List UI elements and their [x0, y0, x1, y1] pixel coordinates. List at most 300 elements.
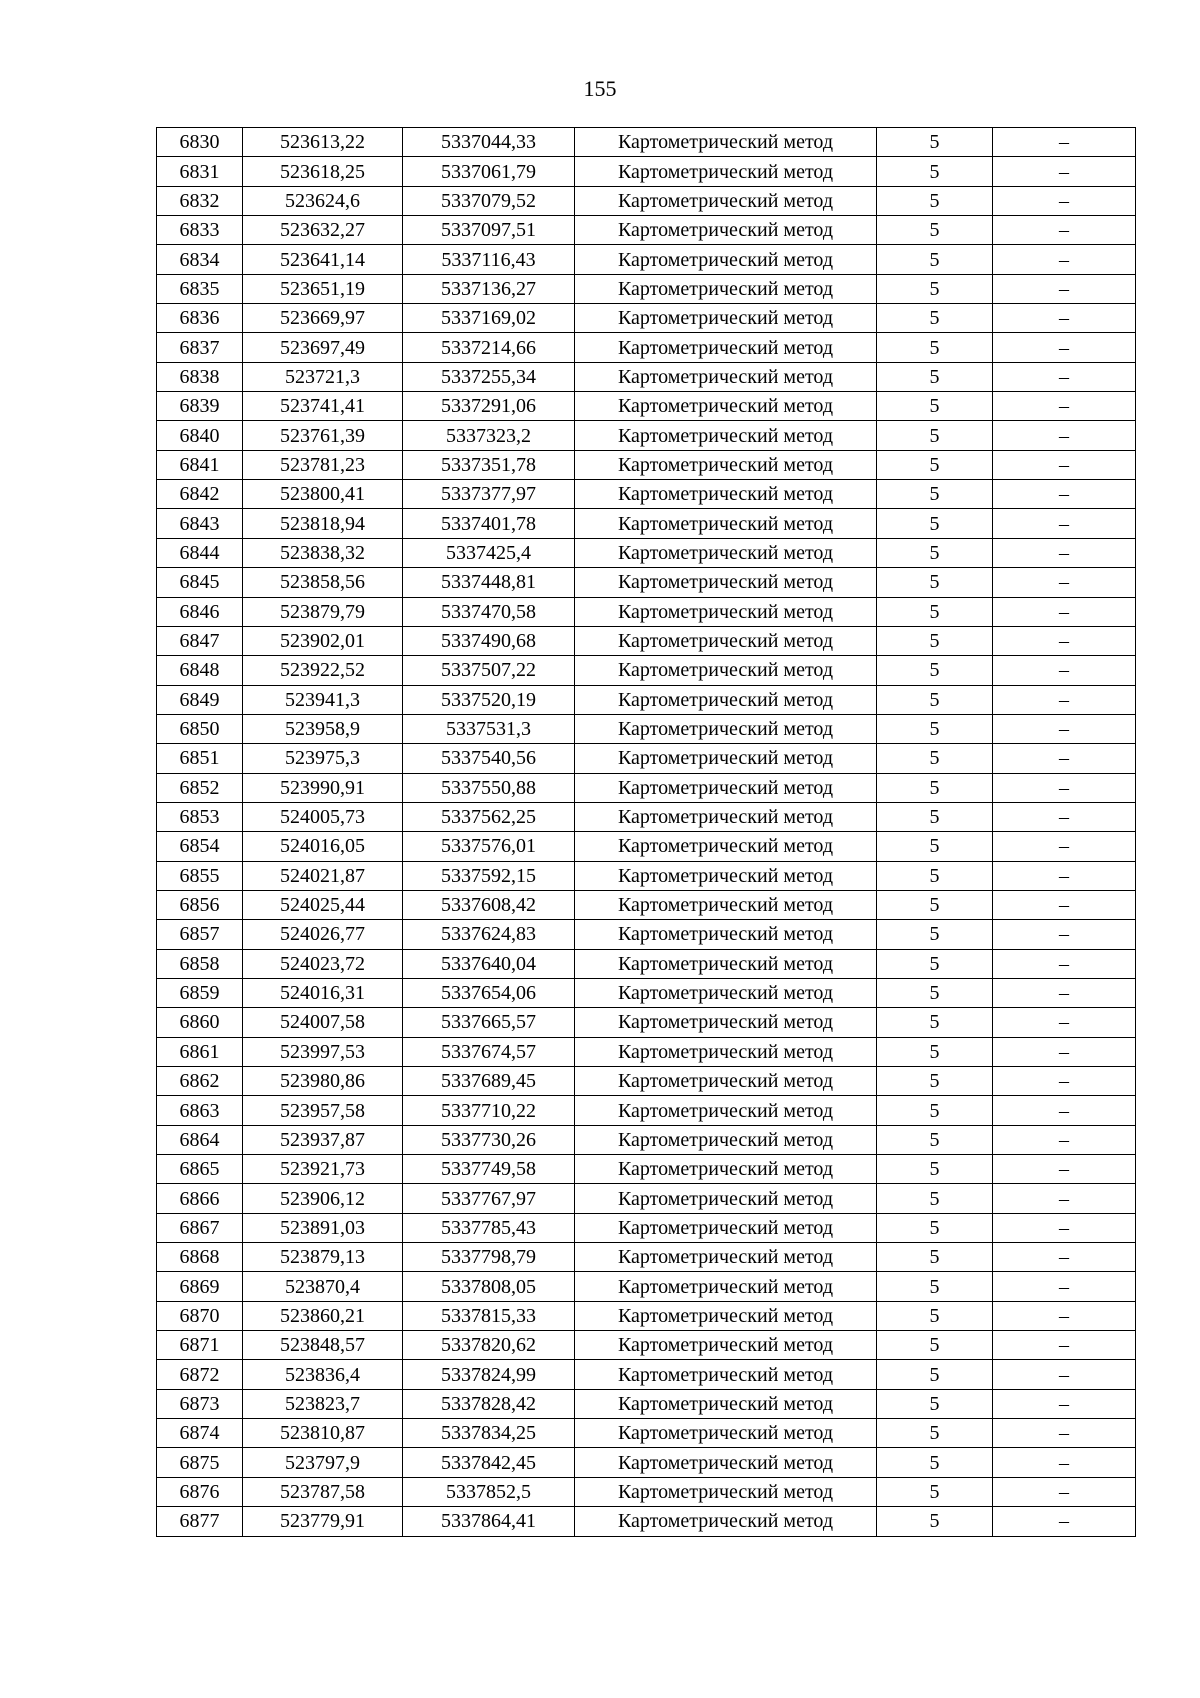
- table-row: [157, 1008, 1136, 1037]
- point-number-cell: 6876: [157, 1477, 243, 1506]
- x-coordinate-cell: 523641,14: [243, 245, 403, 274]
- point-number-cell: 6877: [157, 1507, 243, 1536]
- point-number-cell: 6852: [157, 773, 243, 802]
- method-cell: Картометрический метод: [575, 480, 877, 509]
- point-number-cell: 6857: [157, 920, 243, 949]
- y-coordinate-cell: 5337710,22: [403, 1096, 575, 1125]
- table-row: [157, 362, 1136, 391]
- accuracy-cell: 5: [877, 186, 993, 215]
- table-row: [157, 1448, 1136, 1477]
- point-number-cell: 6845: [157, 568, 243, 597]
- method-cell: Картометрический метод: [575, 392, 877, 421]
- x-coordinate-cell: 524005,73: [243, 802, 403, 831]
- x-coordinate-cell: 524021,87: [243, 861, 403, 890]
- accuracy-cell: 5: [877, 1067, 993, 1096]
- point-number-cell: 6841: [157, 450, 243, 479]
- table-row: [157, 245, 1136, 274]
- table-row: [157, 597, 1136, 626]
- accuracy-cell: 5: [877, 216, 993, 245]
- y-coordinate-cell: 5337785,43: [403, 1213, 575, 1242]
- description-cell: –: [993, 304, 1136, 333]
- y-coordinate-cell: 5337828,42: [403, 1389, 575, 1418]
- point-number-cell: 6855: [157, 861, 243, 890]
- point-number-cell: 6862: [157, 1067, 243, 1096]
- description-cell: –: [993, 1184, 1136, 1213]
- point-number-cell: 6831: [157, 157, 243, 186]
- description-cell: –: [993, 1477, 1136, 1506]
- method-cell: Картометрический метод: [575, 978, 877, 1007]
- accuracy-cell: 5: [877, 1360, 993, 1389]
- accuracy-cell: 5: [877, 421, 993, 450]
- description-cell: –: [993, 538, 1136, 567]
- x-coordinate-cell: 523958,9: [243, 714, 403, 743]
- method-cell: Картометрический метод: [575, 597, 877, 626]
- y-coordinate-cell: 5337808,05: [403, 1272, 575, 1301]
- description-cell: –: [993, 1096, 1136, 1125]
- y-coordinate-cell: 5337834,25: [403, 1419, 575, 1448]
- y-coordinate-cell: 5337323,2: [403, 421, 575, 450]
- table-row: [157, 949, 1136, 978]
- accuracy-cell: 5: [877, 538, 993, 567]
- y-coordinate-cell: 5337576,01: [403, 832, 575, 861]
- x-coordinate-cell: 523818,94: [243, 509, 403, 538]
- method-cell: Картометрический метод: [575, 333, 877, 362]
- accuracy-cell: 5: [877, 1243, 993, 1272]
- y-coordinate-cell: 5337562,25: [403, 802, 575, 831]
- accuracy-cell: 5: [877, 978, 993, 1007]
- x-coordinate-cell: 523741,41: [243, 392, 403, 421]
- method-cell: Картометрический метод: [575, 685, 877, 714]
- method-cell: Картометрический метод: [575, 274, 877, 303]
- table-row: [157, 1419, 1136, 1448]
- method-cell: Картометрический метод: [575, 186, 877, 215]
- accuracy-cell: 5: [877, 1331, 993, 1360]
- table-row: [157, 186, 1136, 215]
- description-cell: –: [993, 509, 1136, 538]
- table-row: [157, 1389, 1136, 1418]
- description-cell: –: [993, 1067, 1136, 1096]
- table-row: [157, 157, 1136, 186]
- y-coordinate-cell: 5337689,45: [403, 1067, 575, 1096]
- description-cell: –: [993, 626, 1136, 655]
- point-number-cell: 6869: [157, 1272, 243, 1301]
- y-coordinate-cell: 5337061,79: [403, 157, 575, 186]
- y-coordinate-cell: 5337079,52: [403, 186, 575, 215]
- x-coordinate-cell: 523860,21: [243, 1301, 403, 1330]
- point-number-cell: 6834: [157, 245, 243, 274]
- description-cell: –: [993, 978, 1136, 1007]
- point-number-cell: 6837: [157, 333, 243, 362]
- accuracy-cell: 5: [877, 714, 993, 743]
- accuracy-cell: 5: [877, 1507, 993, 1536]
- x-coordinate-cell: 523632,27: [243, 216, 403, 245]
- table-row: [157, 1213, 1136, 1242]
- method-cell: Картометрический метод: [575, 568, 877, 597]
- description-cell: –: [993, 832, 1136, 861]
- accuracy-cell: 5: [877, 1125, 993, 1154]
- table-row: [157, 656, 1136, 685]
- table-row: [157, 832, 1136, 861]
- point-number-cell: 6874: [157, 1419, 243, 1448]
- accuracy-cell: 5: [877, 744, 993, 773]
- table-row: [157, 861, 1136, 890]
- table-row: [157, 773, 1136, 802]
- point-number-cell: 6863: [157, 1096, 243, 1125]
- point-number-cell: 6854: [157, 832, 243, 861]
- point-number-cell: 6844: [157, 538, 243, 567]
- x-coordinate-cell: 523800,41: [243, 480, 403, 509]
- description-cell: –: [993, 714, 1136, 743]
- table-row: [157, 1155, 1136, 1184]
- y-coordinate-cell: 5337425,4: [403, 538, 575, 567]
- x-coordinate-cell: 523902,01: [243, 626, 403, 655]
- y-coordinate-cell: 5337470,58: [403, 597, 575, 626]
- point-number-cell: 6870: [157, 1301, 243, 1330]
- point-number-cell: 6832: [157, 186, 243, 215]
- x-coordinate-cell: 523941,3: [243, 685, 403, 714]
- description-cell: –: [993, 1125, 1136, 1154]
- method-cell: Картометрический метод: [575, 744, 877, 773]
- description-cell: –: [993, 1155, 1136, 1184]
- description-cell: –: [993, 333, 1136, 362]
- table-row: [157, 509, 1136, 538]
- x-coordinate-cell: 523891,03: [243, 1213, 403, 1242]
- x-coordinate-cell: 523906,12: [243, 1184, 403, 1213]
- y-coordinate-cell: 5337654,06: [403, 978, 575, 1007]
- description-cell: –: [993, 685, 1136, 714]
- method-cell: Картометрический метод: [575, 1419, 877, 1448]
- y-coordinate-cell: 5337531,3: [403, 714, 575, 743]
- accuracy-cell: 5: [877, 626, 993, 655]
- x-coordinate-cell: 523922,52: [243, 656, 403, 685]
- description-cell: –: [993, 1243, 1136, 1272]
- description-cell: –: [993, 128, 1136, 157]
- x-coordinate-cell: 523787,58: [243, 1477, 403, 1506]
- table-row: [157, 421, 1136, 450]
- table-row: [157, 744, 1136, 773]
- accuracy-cell: 5: [877, 890, 993, 919]
- accuracy-cell: 5: [877, 1155, 993, 1184]
- point-number-cell: 6835: [157, 274, 243, 303]
- description-cell: –: [993, 157, 1136, 186]
- point-number-cell: 6830: [157, 128, 243, 157]
- method-cell: Картометрический метод: [575, 1096, 877, 1125]
- accuracy-cell: 5: [877, 1213, 993, 1242]
- point-number-cell: 6865: [157, 1155, 243, 1184]
- method-cell: Картометрический метод: [575, 920, 877, 949]
- x-coordinate-cell: 523836,4: [243, 1360, 403, 1389]
- x-coordinate-cell: 523669,97: [243, 304, 403, 333]
- x-coordinate-cell: 523921,73: [243, 1155, 403, 1184]
- point-number-cell: 6849: [157, 685, 243, 714]
- y-coordinate-cell: 5337824,99: [403, 1360, 575, 1389]
- point-number-cell: 6842: [157, 480, 243, 509]
- method-cell: Картометрический метод: [575, 1184, 877, 1213]
- y-coordinate-cell: 5337852,5: [403, 1477, 575, 1506]
- point-number-cell: 6872: [157, 1360, 243, 1389]
- table-row: [157, 274, 1136, 303]
- table-row: [157, 1507, 1136, 1536]
- y-coordinate-cell: 5337169,02: [403, 304, 575, 333]
- accuracy-cell: 5: [877, 597, 993, 626]
- accuracy-cell: 5: [877, 392, 993, 421]
- y-coordinate-cell: 5337842,45: [403, 1448, 575, 1477]
- method-cell: Картометрический метод: [575, 861, 877, 890]
- method-cell: Картометрический метод: [575, 802, 877, 831]
- point-number-cell: 6850: [157, 714, 243, 743]
- y-coordinate-cell: 5337798,79: [403, 1243, 575, 1272]
- point-number-cell: 6838: [157, 362, 243, 391]
- point-number-cell: 6861: [157, 1037, 243, 1066]
- accuracy-cell: 5: [877, 157, 993, 186]
- method-cell: Картометрический метод: [575, 450, 877, 479]
- x-coordinate-cell: 523779,91: [243, 1507, 403, 1536]
- x-coordinate-cell: 523870,4: [243, 1272, 403, 1301]
- accuracy-cell: 5: [877, 920, 993, 949]
- table-row: [157, 890, 1136, 919]
- description-cell: –: [993, 1301, 1136, 1330]
- method-cell: Картометрический метод: [575, 1389, 877, 1418]
- point-number-cell: 6851: [157, 744, 243, 773]
- point-number-cell: 6866: [157, 1184, 243, 1213]
- description-cell: –: [993, 773, 1136, 802]
- y-coordinate-cell: 5337507,22: [403, 656, 575, 685]
- y-coordinate-cell: 5337864,41: [403, 1507, 575, 1536]
- method-cell: Картометрический метод: [575, 714, 877, 743]
- table-row: [157, 1067, 1136, 1096]
- point-number-cell: 6856: [157, 890, 243, 919]
- point-number-cell: 6875: [157, 1448, 243, 1477]
- y-coordinate-cell: 5337136,27: [403, 274, 575, 303]
- x-coordinate-cell: 523721,3: [243, 362, 403, 391]
- description-cell: –: [993, 1389, 1136, 1418]
- table-row: [157, 304, 1136, 333]
- description-cell: –: [993, 216, 1136, 245]
- table-row: [157, 392, 1136, 421]
- method-cell: Картометрический метод: [575, 1448, 877, 1477]
- description-cell: –: [993, 1213, 1136, 1242]
- x-coordinate-cell: 523618,25: [243, 157, 403, 186]
- x-coordinate-cell: 523613,22: [243, 128, 403, 157]
- y-coordinate-cell: 5337674,57: [403, 1037, 575, 1066]
- coordinates-table-body: [157, 128, 1136, 1537]
- method-cell: Картометрический метод: [575, 245, 877, 274]
- accuracy-cell: 5: [877, 509, 993, 538]
- description-cell: –: [993, 802, 1136, 831]
- table-row: [157, 802, 1136, 831]
- x-coordinate-cell: 524016,31: [243, 978, 403, 1007]
- table-row: [157, 1243, 1136, 1272]
- method-cell: Картометрический метод: [575, 1067, 877, 1096]
- accuracy-cell: 5: [877, 656, 993, 685]
- description-cell: –: [993, 656, 1136, 685]
- description-cell: –: [993, 568, 1136, 597]
- table-row: [157, 626, 1136, 655]
- x-coordinate-cell: 523624,6: [243, 186, 403, 215]
- x-coordinate-cell: 523997,53: [243, 1037, 403, 1066]
- y-coordinate-cell: 5337540,56: [403, 744, 575, 773]
- y-coordinate-cell: 5337640,04: [403, 949, 575, 978]
- description-cell: –: [993, 861, 1136, 890]
- y-coordinate-cell: 5337044,33: [403, 128, 575, 157]
- point-number-cell: 6867: [157, 1213, 243, 1242]
- point-number-cell: 6843: [157, 509, 243, 538]
- x-coordinate-cell: 523697,49: [243, 333, 403, 362]
- table-row: [157, 1272, 1136, 1301]
- table-row: [157, 1096, 1136, 1125]
- description-cell: –: [993, 1331, 1136, 1360]
- point-number-cell: 6833: [157, 216, 243, 245]
- point-number-cell: 6853: [157, 802, 243, 831]
- table-row: [157, 128, 1136, 157]
- y-coordinate-cell: 5337730,26: [403, 1125, 575, 1154]
- accuracy-cell: 5: [877, 1037, 993, 1066]
- y-coordinate-cell: 5337749,58: [403, 1155, 575, 1184]
- description-cell: –: [993, 744, 1136, 773]
- x-coordinate-cell: 524023,72: [243, 949, 403, 978]
- point-number-cell: 6860: [157, 1008, 243, 1037]
- accuracy-cell: 5: [877, 1184, 993, 1213]
- coordinates-table: [156, 127, 1136, 1537]
- description-cell: –: [993, 450, 1136, 479]
- description-cell: –: [993, 186, 1136, 215]
- accuracy-cell: 5: [877, 362, 993, 391]
- point-number-cell: 6847: [157, 626, 243, 655]
- description-cell: –: [993, 1419, 1136, 1448]
- y-coordinate-cell: 5337401,78: [403, 509, 575, 538]
- accuracy-cell: 5: [877, 832, 993, 861]
- method-cell: Картометрический метод: [575, 1213, 877, 1242]
- accuracy-cell: 5: [877, 1272, 993, 1301]
- y-coordinate-cell: 5337608,42: [403, 890, 575, 919]
- x-coordinate-cell: 523980,86: [243, 1067, 403, 1096]
- table-row: [157, 480, 1136, 509]
- table-row: [157, 685, 1136, 714]
- method-cell: Картометрический метод: [575, 1008, 877, 1037]
- accuracy-cell: 5: [877, 1448, 993, 1477]
- accuracy-cell: 5: [877, 304, 993, 333]
- x-coordinate-cell: 523937,87: [243, 1125, 403, 1154]
- method-cell: Картометрический метод: [575, 1360, 877, 1389]
- x-coordinate-cell: 523781,23: [243, 450, 403, 479]
- method-cell: Картометрический метод: [575, 304, 877, 333]
- method-cell: Картометрический метод: [575, 1331, 877, 1360]
- y-coordinate-cell: 5337291,06: [403, 392, 575, 421]
- x-coordinate-cell: 523975,3: [243, 744, 403, 773]
- method-cell: Картометрический метод: [575, 216, 877, 245]
- accuracy-cell: 5: [877, 333, 993, 362]
- x-coordinate-cell: 523957,58: [243, 1096, 403, 1125]
- method-cell: Картометрический метод: [575, 157, 877, 186]
- y-coordinate-cell: 5337550,88: [403, 773, 575, 802]
- description-cell: –: [993, 597, 1136, 626]
- description-cell: –: [993, 421, 1136, 450]
- method-cell: Картометрический метод: [575, 1301, 877, 1330]
- page-number: 155: [583, 76, 617, 101]
- accuracy-cell: 5: [877, 1008, 993, 1037]
- x-coordinate-cell: 524026,77: [243, 920, 403, 949]
- x-coordinate-cell: 523838,32: [243, 538, 403, 567]
- description-cell: –: [993, 1507, 1136, 1536]
- description-cell: –: [993, 392, 1136, 421]
- method-cell: Картометрический метод: [575, 1477, 877, 1506]
- table-row: [157, 1037, 1136, 1066]
- y-coordinate-cell: 5337377,97: [403, 480, 575, 509]
- table-row: [157, 333, 1136, 362]
- method-cell: Картометрический метод: [575, 949, 877, 978]
- table-row: [157, 216, 1136, 245]
- description-cell: –: [993, 480, 1136, 509]
- accuracy-cell: 5: [877, 861, 993, 890]
- method-cell: Картометрический метод: [575, 509, 877, 538]
- x-coordinate-cell: 523761,39: [243, 421, 403, 450]
- description-cell: –: [993, 949, 1136, 978]
- y-coordinate-cell: 5337820,62: [403, 1331, 575, 1360]
- method-cell: Картометрический метод: [575, 362, 877, 391]
- table-row: [157, 450, 1136, 479]
- table-row: [157, 1184, 1136, 1213]
- description-cell: –: [993, 274, 1136, 303]
- table-row: [157, 978, 1136, 1007]
- table-row: [157, 714, 1136, 743]
- x-coordinate-cell: 523990,91: [243, 773, 403, 802]
- y-coordinate-cell: 5337520,19: [403, 685, 575, 714]
- method-cell: Картометрический метод: [575, 1037, 877, 1066]
- accuracy-cell: 5: [877, 1477, 993, 1506]
- table-row: [157, 1301, 1136, 1330]
- point-number-cell: 6858: [157, 949, 243, 978]
- point-number-cell: 6840: [157, 421, 243, 450]
- point-number-cell: 6836: [157, 304, 243, 333]
- point-number-cell: 6848: [157, 656, 243, 685]
- method-cell: Картометрический метод: [575, 626, 877, 655]
- x-coordinate-cell: 523651,19: [243, 274, 403, 303]
- point-number-cell: 6864: [157, 1125, 243, 1154]
- description-cell: –: [993, 1272, 1136, 1301]
- y-coordinate-cell: 5337767,97: [403, 1184, 575, 1213]
- x-coordinate-cell: 524007,58: [243, 1008, 403, 1037]
- x-coordinate-cell: 523879,79: [243, 597, 403, 626]
- accuracy-cell: 5: [877, 274, 993, 303]
- y-coordinate-cell: 5337116,43: [403, 245, 575, 274]
- x-coordinate-cell: 523810,87: [243, 1419, 403, 1448]
- x-coordinate-cell: 524016,05: [243, 832, 403, 861]
- point-number-cell: 6839: [157, 392, 243, 421]
- x-coordinate-cell: 523797,9: [243, 1448, 403, 1477]
- accuracy-cell: 5: [877, 1096, 993, 1125]
- table-row: [157, 568, 1136, 597]
- description-cell: –: [993, 245, 1136, 274]
- y-coordinate-cell: 5337214,66: [403, 333, 575, 362]
- method-cell: Картометрический метод: [575, 538, 877, 567]
- accuracy-cell: 5: [877, 685, 993, 714]
- method-cell: Картометрический метод: [575, 1272, 877, 1301]
- description-cell: –: [993, 1360, 1136, 1389]
- method-cell: Картометрический метод: [575, 1155, 877, 1184]
- method-cell: Картометрический метод: [575, 890, 877, 919]
- table-row: [157, 538, 1136, 567]
- x-coordinate-cell: 524025,44: [243, 890, 403, 919]
- y-coordinate-cell: 5337490,68: [403, 626, 575, 655]
- method-cell: Картометрический метод: [575, 421, 877, 450]
- method-cell: Картометрический метод: [575, 773, 877, 802]
- table-row: [157, 920, 1136, 949]
- method-cell: Картометрический метод: [575, 1125, 877, 1154]
- table-row: [157, 1360, 1136, 1389]
- accuracy-cell: 5: [877, 1419, 993, 1448]
- accuracy-cell: 5: [877, 1301, 993, 1330]
- y-coordinate-cell: 5337255,34: [403, 362, 575, 391]
